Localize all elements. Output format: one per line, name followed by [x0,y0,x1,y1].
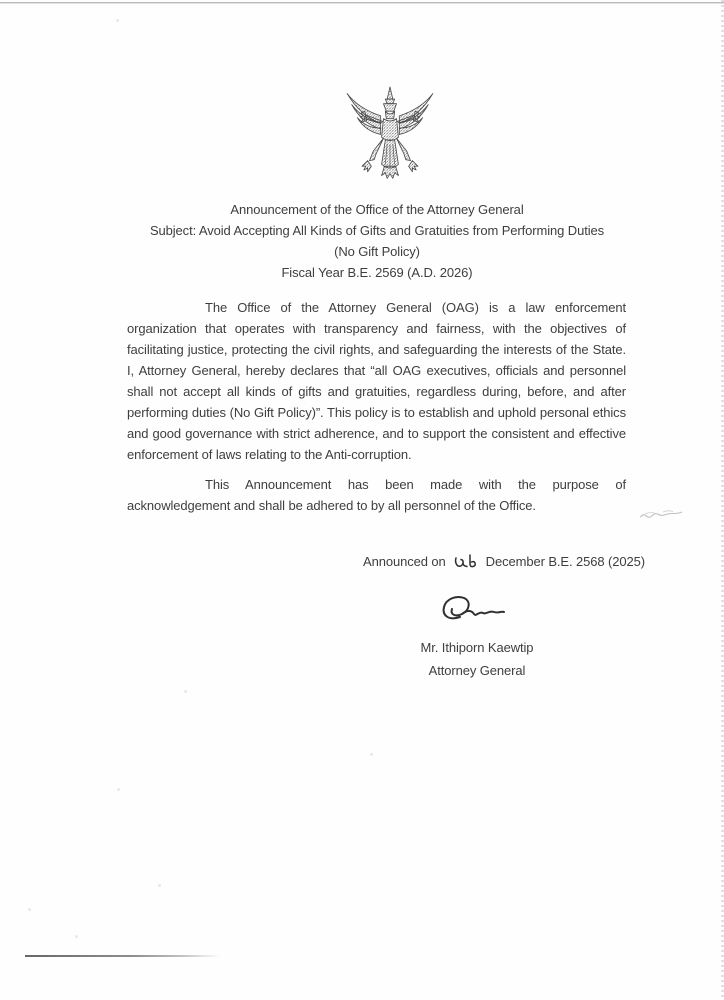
body-paragraph-2: This Announcement has been made with the purpose of acknowledgement and shall be adhered to by all personnel of the Office. [127,477,626,513]
handwritten-day-thai-numerals [454,553,478,575]
scan-bottom-artifact-line [25,955,220,957]
scan-speck [75,935,78,938]
doc-subject: Subject: Avoid Accepting All Kinds of Gifts and Gratuities from Performing Duties [149,223,605,238]
garuda-emblem [334,86,446,183]
doc-fiscal-year: Fiscal Year B.E. 2569 (A.D. 2026) [281,265,473,280]
scan-speck [28,908,31,911]
doc-subject-policy: (No Gift Policy) [334,244,420,259]
signature-ink [438,591,510,631]
doc-title: Announcement of the Office of the Attorney General [230,202,524,217]
announced-date: December B.E. 2568 (2025) [485,554,646,569]
scan-speck [117,788,120,791]
signatory-block [377,637,577,681]
announced-on-line [363,551,645,575]
body-text-block [127,297,626,516]
scan-top-edge-shadow [0,3,724,4]
scan-speck [184,690,187,693]
scan-speck [116,19,119,22]
body-paragraph-1: The Office of the Attorney General (OAG) is a law enforcement organization that operates with transparency and fairness, with the objectives of facilitating justice, protecting the civil rights, and safeguarding the interests of the State. I, Attorney General, hereby declares that “all OAG executives, officials and personnel shall not accept all kinds of gifts and gratuities, regardless during, before, and after performing duties (No Gift Policy)”. This policy is to establish and uphold personal ethics and good governance with strict adherence, and to support the consistent and effective enforcement of laws relating to the Anti-corruption. [127,300,626,462]
title-block [112,199,642,283]
signatory-title: Attorney General [428,663,526,678]
scan-speck [370,753,373,756]
signature-scribble-icon [438,591,510,637]
garuda-emblem-icon [334,86,446,183]
faint-smudge-squiggle [639,507,690,522]
signatory-name: Mr. Ithiporn Kaewtip [420,640,534,655]
announced-prefix: Announced on [363,554,446,569]
scan-speck [158,884,161,887]
faint-smudge-mark [639,504,690,519]
handwritten-day-icon [454,553,478,569]
